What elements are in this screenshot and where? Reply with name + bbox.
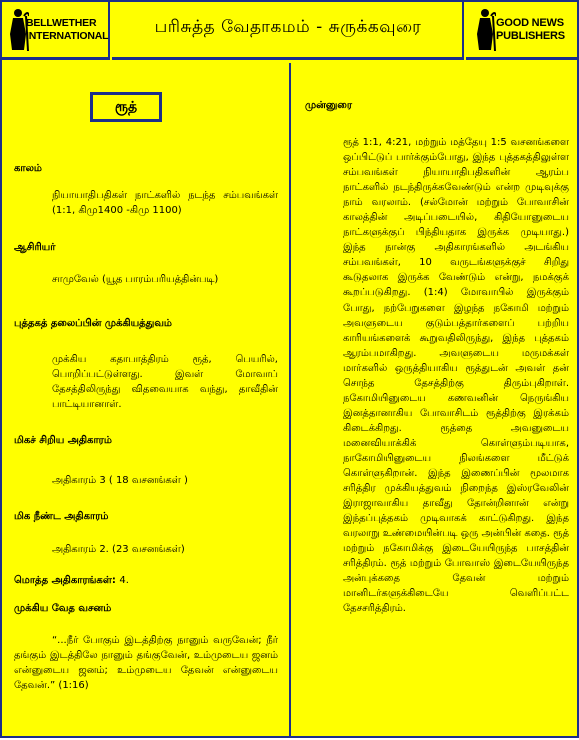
good-news-logo-text [496,17,565,43]
introduction-text: ரூத் 1:1, 4:21, மற்றும் மத்தேயு 1:5 வசனங்களை ஒப்பிட்டுப் பார்க்கும்போது, இந்த புத்தகத்திலுள்ள சம்பவங்கள் நியாயாதிபதிகளின் ஆரம்ப நாட்களில் நடந்திருக்கவேண்டும் என்ற முடிவுக்கு நாம் வரலாம். (சல்மோன் மற்றும் போவாசின் காலத்தின் அடிப்படையில், கிதியோனுடைய நாட்களுக்குப் பிந்தியதாக இருக்க முடியாது.) இந்த நான்கு அதிகாரங்களில் அடங்கிய சம்பவங்கள், 10 வருடங்களுக்குச் சிறிது கூடுதலாக இருக்க வேண்டும் என்று, நமக்குக் கூறப்படுகிறது. (1:4) மோவாபில் இருக்கும் போது, நற்பேறுகளை இழந்த நகோமி மற்றும் அவளுடைய குடும்பத்தார்களைப் பற்றிய காரியங்களைக் கூறுவதிலிருந்து, இந்த புத்தகம் ஆரம்பமாகிறது. அவளுடைய மருமக்கள் மார்களில் ஒருத்தியாகிய ரூத்துடன் அவள் தன் சொந்த தேசத்திற்கு திரும்புகிறாள். நகோமியினுடைய கணவனின் நெருங்கிய இனத்தானாகிய போவாசிடம் ரூத்திற்கு இரக்கம் கிடைக்கிறது. ரூத்தை அவனுடைய மனைவியாக்கிக் கொள்ளும்படியாக, நாகோமியினுடைய நிலங்களை மீட்டுக் கொள்ளுகிறான். இந்த இணைப்பின் மூலமாக சரித்திர முக்கியத்துவம் நிறைந்த இஸ்ரவேலின் இராஜாவாகிய தாவீது தோன்றினான் என்று இந்தப்புத்தகம் முடிவாகக் காட்டுகிறது. இந்த வரலாறு உண்மையின்படி ஒரு அன்பின் கதை. ரூத் மற்றும் நகோமிக்கு இடையேயிருந்த பாசத்தின் சரித்திரம். ரூத் மற்றும் போவாஸ் இடையேயிருந்த அன்புக்கதை தேவன் மற்றும் மானிடர்களுக்கிடையே வெளிப்பட்ட தேசசரித்திரம். [343,137,569,615]
total-chapters [14,575,129,587]
key-verse-heading: முக்கிய வேத வசனம் [14,603,112,614]
longest-chapter-text: அதிகாரம் 2. (23 வசனங்கள்) [52,544,185,555]
author-heading: ஆசிரியர் [14,242,56,253]
period-text: நியாயாதிபதிகள் நாட்களில் நடந்த சம்பவங்கள் (1:1, கிமு1400 -கிமு 1100) [52,190,278,216]
total-chapters-label: மொத்த அதிகாரங்கள்: [14,575,116,586]
logo-line-1: BELLWETHER [26,17,97,29]
right-column [293,63,577,736]
page-title: பரிசுத்த வேதாகமம் - சுருக்கவுரை [154,17,422,37]
book-title: ரூத் [114,99,138,115]
shortest-chapter-text: அதிகாரம் 3 ( 18 வசனங்கள் ) [52,475,188,486]
logo-line-2: PUBLISHERS [496,30,565,42]
bellwether-logo [2,2,110,60]
logo-line-1: GOOD NEWS [496,17,564,29]
longest-chapter-heading: மிக நீண்ட அதிகாரம் [14,511,109,522]
book-title-box [90,92,162,122]
shortest-chapter-heading: மிகச் சிறிய அதிகாரம் [14,435,112,446]
introduction-heading: முன்னுரை [305,100,353,111]
good-news-logo [466,2,577,60]
left-column [2,63,291,736]
significance-text: முக்கிய கதாபாத்திரம் ரூத், பெயரில், பொறிப்பட்டுள்ளது. இவள் மோவாப் தேசத்திலிருந்து விதவையாக வந்து, தாவீதின் பாட்டியானாள். [52,354,278,410]
author-text: சாமுவேல் (யூத பாரம்பரியத்தின்படி) [52,274,219,285]
title-cell [112,2,464,60]
significance-heading: புத்தகத் தலைப்பின் முக்கியத்துவம் [14,318,172,329]
logo-line-2: INTERNATIONAL [26,30,109,42]
total-chapters-value: 4. [119,575,129,586]
period-heading: காலம் [14,163,42,174]
shepherd-figure-icon [474,8,496,52]
key-verse-text: “...நீர் போகும் இடத்திற்கு நானும் வருவேன்; நீர் தங்கும் இடத்திலே நானும் தங்குவேன், உம்முடைய ஜனம் என்னுடைய ஜனம்; உம்முடைய தேவன் என்னுடைய தேவன்.” (1:16) [14,635,278,691]
bellwether-logo-text [26,17,108,43]
